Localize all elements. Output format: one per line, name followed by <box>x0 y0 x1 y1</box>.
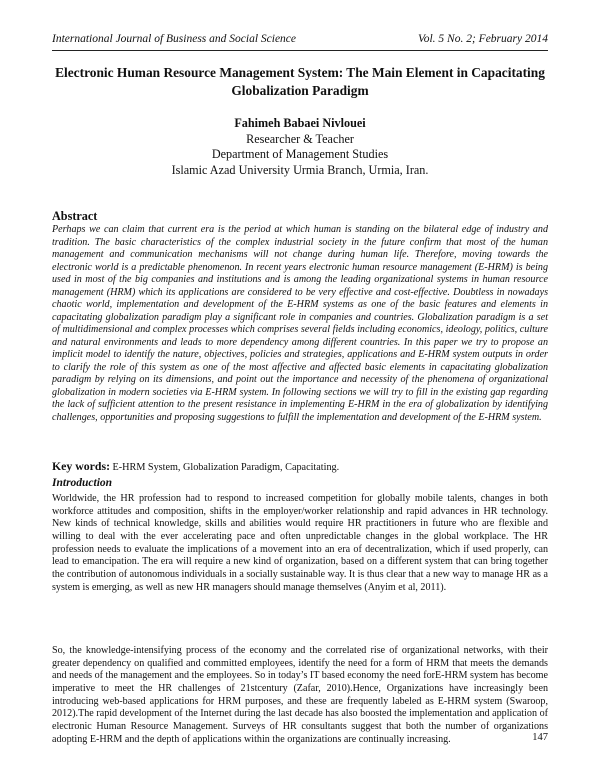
journal-name: International Journal of Business and Social Science <box>52 33 297 45</box>
page-number: 147 <box>532 732 548 743</box>
keywords <box>52 459 548 475</box>
author-block <box>52 116 548 178</box>
author-role: Researcher & Teacher <box>246 131 354 146</box>
paper-title: Electronic Human Resource Management System: The Main Element in Capacitating Globalization Paradigm <box>55 65 545 98</box>
introduction-paragraph-1: Worldwide, the HR profession had to respond to increased competition for globally mobile talents, changes in both workforce attitudes and composition, shifts in the employer/worker relationship and rapid advances in HR technology. New kinds of technical knowledge, skills and abilities would require HR practitioners in future who are flexible and willing to deal with the ever accelerating pace and often unpredictable changes in the global workplace. The HR profession needs to evaluate the implications of a movement into an era of decentralization, which if used properly, can lead to emancipation. The era will require a new kind of organization, based on a different system that can bring together the contribution of autonomous individuals in a socially sustainable way. It is thus clear that a new way to manage HR as a system is emerging, as well as new HR managers should manage themselves (Anyim et al, 2011). <box>52 493 548 593</box>
keywords-text: E-HRM System, Globalization Paradigm, Capacitating. <box>112 462 340 473</box>
running-header <box>52 33 548 49</box>
author-department: Department of Management Studies <box>211 147 389 162</box>
abstract-text: Perhaps we can claim that current era is the period at which human is standing on the bilateral edge of industry and tradition. The basic characteristics of the complex industrial society in the future confirm that most of the human management and communication mechanisms will not change during human life. Therefore, moving towards the electronic world is a predictable phenomenon. In recent years electronic human resource management (E-HRM) is being used in most of the big companies and institutions and is among the leading organizational systems in human resource management (HRM) which its applications are considered to be very effective and cost-effective. Doubtless in nowadays chaotic world, implementation and development of the E-HRM systems as one of the basic features and elements in capacitating globalization paradigm play a significant role in companies and countries. Globalization paradigm is a set of multidimensional and complex processes which comprises several fields including economics, ideology, politics, culture and natural environments and leads to more dependency among different countries. In this paper we try to propose an implicit model to identify the nature, objectives, policies and strategies, applications and E-HRM system outputs in order to clarify the role of this system as one of the most affective and affected basic elements in capacitating globalization paradigm by relying on its dimensions, and point out the importance and necessity of the phenomena of organizational globalization in modern societies via E-HRM system. In following sections we will try to fill in the existing gap regarding the lack of sufficient attention to the present resistance in implementing E-HRM in the era of globalization by identifying challenges, opportunities and proposing suggestions to fulfill the implementation and development of the E-HRM system. <box>52 224 548 423</box>
introduction-heading: Introduction <box>52 477 113 489</box>
header-rule <box>52 50 548 51</box>
introduction-paragraph-2: So, the knowledge-intensifying process of the economy and the correlated rise of organizational networks, with their greater dependency on qualified and committed employees, identify the need for a form of HRM that meets the demands and needs of the management and the employees. So in today’s IT based economy the need forE-HRM system has become imperative to meet the HR challenges of 21stcentury (Zafar, 2010).Hence, Organizations have increasingly been introducing web-based applications for HRM purposes, and these are frequently labeled as E-HRM system (Swaroop, 2012).The rapid development of the Internet during the last decade has also boosted the implementation and application of electronic Human Resource Management. Surveys of HR consultants suggest that both the number of organizations adopting E-HRM and the depth of applications within the organizations are continually increasing. <box>52 645 548 745</box>
author-name: Fahimeh Babaei Nivlouei <box>234 116 366 130</box>
abstract-heading: Abstract <box>52 209 98 223</box>
keywords-label: Key words: <box>52 459 110 473</box>
volume-info: Vol. 5 No. 2; February 2014 <box>417 33 548 45</box>
author-institution: Islamic Azad University Urmia Branch, Urmia, Iran. <box>171 162 429 177</box>
